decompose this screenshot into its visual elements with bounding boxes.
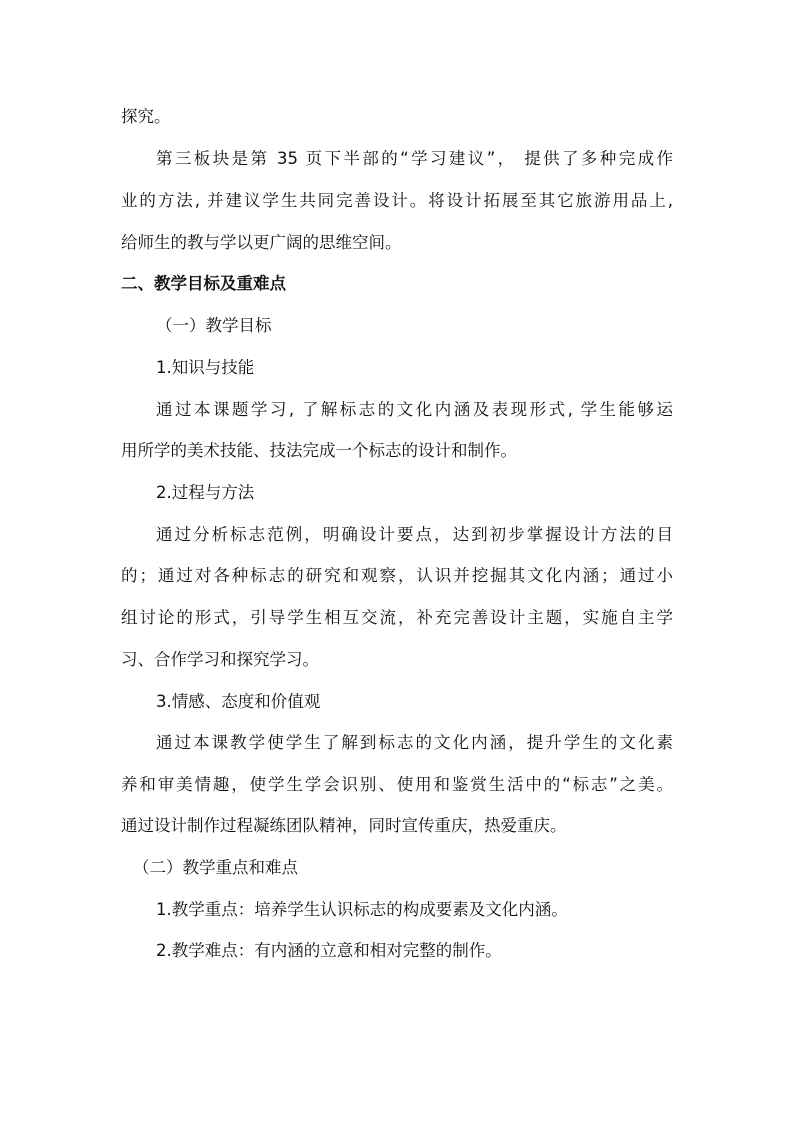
- item-heading: 3.情感、态度和价值观: [156, 692, 321, 711]
- item-heading: 2.过程与方法: [156, 483, 255, 502]
- paragraph-line: 第三板块是第 35 页下半部的“学习建议”， 提供了多种完成作: [156, 149, 673, 168]
- paragraph-line: 探究。: [121, 107, 171, 126]
- item-heading: 1.知识与技能: [156, 358, 255, 377]
- paragraph-line: 通过本课题学习, 了解标志的文化内涵及表现形式, 学生能够运: [156, 400, 673, 419]
- paragraph-line: 用所学的美术技能、技法完成一个标志的设计和制作。: [121, 441, 517, 460]
- paragraph-line: 2.教学难点：有内涵的立意和相对完整的制作。: [156, 941, 502, 960]
- paragraph-line: 习、合作学习和探究学习。: [121, 650, 319, 669]
- paragraph-line: 通过本课教学使学生了解到标志的文化内涵，提升学生的文化素: [156, 733, 673, 752]
- paragraph-line: 1.教学重点：培养学生认识标志的构成要素及文化内涵。: [156, 900, 568, 919]
- paragraph-line: 通过分析标志范例，明确设计要点，达到初步掌握设计方法的目: [156, 525, 673, 544]
- paragraph-line: 通过设计制作过程凝练团队精神，同时宣传重庆，热爱重庆。: [121, 816, 567, 835]
- paragraph-line: 养和审美情趣，使学生学会识别、使用和鉴赏生活中的“标志”之美。: [121, 775, 673, 794]
- paragraph-line: 组讨论的形式，引导学生相互交流，补充完善设计主题，实施自主学: [121, 608, 673, 627]
- paragraph-line: 给师生的教与学以更广阔的思维空间。: [121, 233, 402, 252]
- subsection-heading: （二）教学重点和难点: [133, 858, 298, 877]
- paragraph-line: 的；通过对各种标志的研究和观察，认识并挖掘其文化内涵；通过小: [121, 566, 673, 585]
- subsection-heading: （一）教学目标: [156, 316, 272, 335]
- paragraph-line: 业的方法, 并建议学生共同完善设计。将设计拓展至其它旅游用品上,: [121, 191, 673, 210]
- section-heading: 二、教学目标及重难点: [121, 274, 286, 293]
